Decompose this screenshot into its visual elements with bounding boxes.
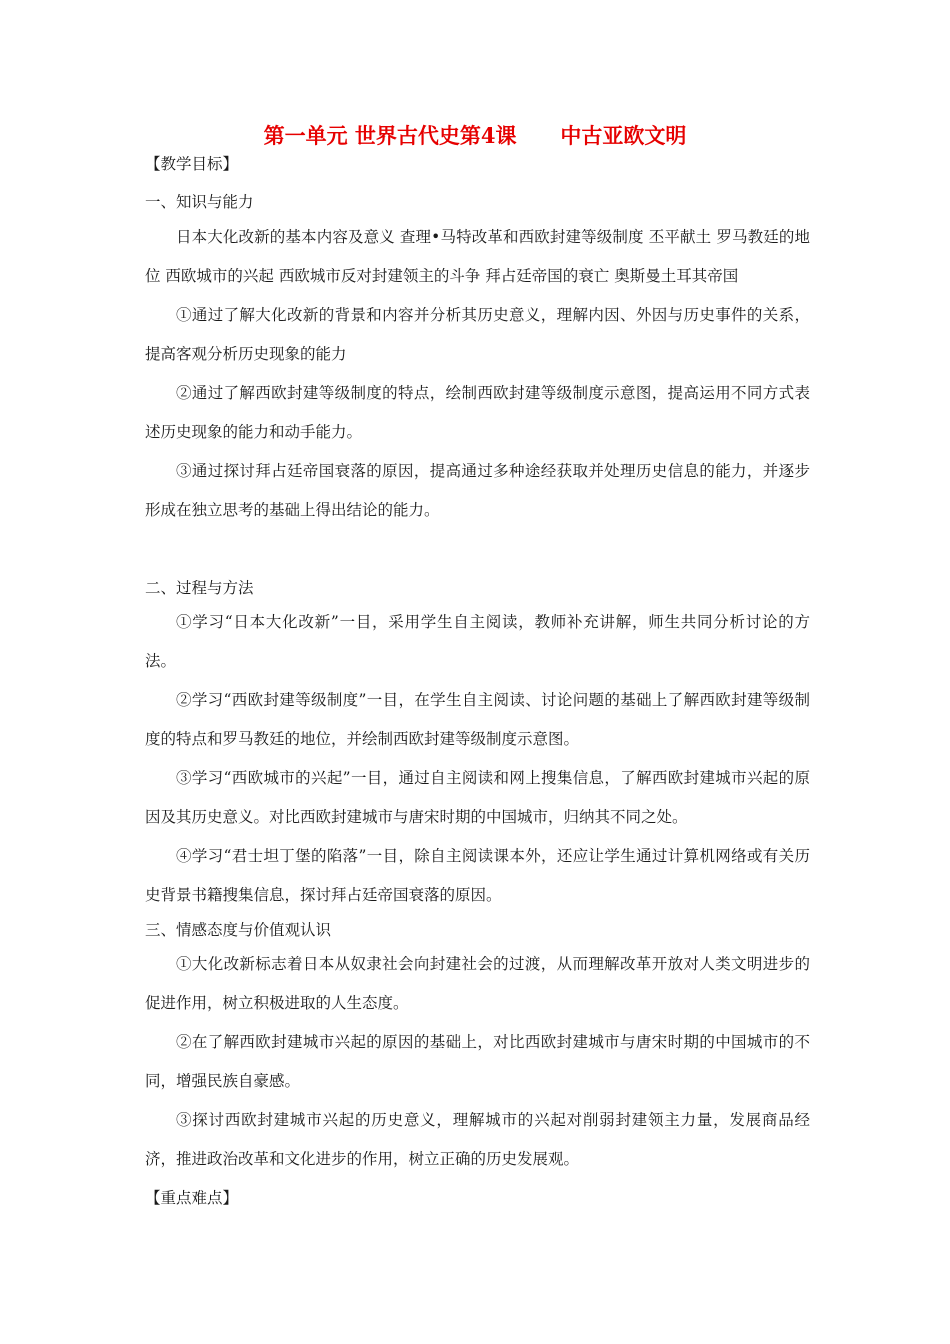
knowledge-item: ①通过了解大化改新的背景和内容并分析其历史意义，理解内因、外因与历史事件的关系，提高客观分析历史现象的能力 bbox=[145, 306, 810, 363]
key-points-header: 【重点难点】 bbox=[145, 1189, 239, 1207]
section-heading-attitude: 三、情感态度与价值观认识 bbox=[145, 921, 332, 939]
process-item: ①学习“日本大化改新”一目，采用学生自主阅读，教师补充讲解，师生共同分析讨论的方法。 bbox=[145, 613, 810, 670]
attitude-item: ①大化改新标志着日本从奴隶社会向封建社会的过渡，从而理解改革开放对人类文明进步的促进作用，树立积极进取的人生态度。 bbox=[145, 955, 810, 1012]
section-heading-knowledge: 一、知识与能力 bbox=[145, 193, 254, 211]
knowledge-item: ③通过探讨拜占廷帝国衰落的原因，提高通过多种途经获取并处理历史信息的能力，并逐步形成在独立思考的基础上得出结论的能力。 bbox=[145, 462, 810, 519]
attitude-item: ③探讨西欧封建城市兴起的历史意义，理解城市的兴起对削弱封建领主力量，发展商品经济，推进政治改革和文化进步的作用，树立正确的历史发展观。 bbox=[145, 1111, 810, 1168]
knowledge-item: ②通过了解西欧封建等级制度的特点，绘制西欧封建等级制度示意图，提高运用不同方式表述历史现象的能力和动手能力。 bbox=[145, 384, 810, 441]
attitude-item: ②在了解西欧封建城市兴起的原因的基础上，对比西欧封建城市与唐宋时期的中国城市的不同，增强民族自豪感。 bbox=[145, 1033, 810, 1090]
section-knowledge bbox=[145, 218, 810, 530]
knowledge-summary: 日本大化改新的基本内容及意义 查理•马特改革和西欧封建等级制度 丕平献土 罗马教廷的地位 西欧城市的兴起 西欧城市反对封建领主的斗争 拜占廷帝国的衰亡 奥斯曼土耳其帝国 bbox=[145, 228, 810, 285]
goals-header: 【教学目标】 bbox=[145, 155, 239, 173]
section-heading-process: 二、过程与方法 bbox=[145, 579, 254, 597]
process-item: ③学习“西欧城市的兴起”一目，通过自主阅读和网上搜集信息，了解西欧封建城市兴起的原因及其历史意义。对比西欧封建城市与唐宋时期的中国城市，归纳其不同之处。 bbox=[145, 769, 810, 826]
process-item: ②学习“西欧封建等级制度”一目，在学生自主阅读、讨论问题的基础上了解西欧封建等级制度的特点和罗马教廷的地位，并绘制西欧封建等级制度示意图。 bbox=[145, 691, 810, 748]
section-attitude bbox=[145, 945, 810, 1179]
section-process bbox=[145, 603, 810, 915]
page-title: 第一单元 世界古代史第4课 中古亚欧文明 bbox=[263, 123, 687, 148]
process-item: ④学习“君士坦丁堡的陷落”一目，除自主阅读课本外，还应让学生通过计算机网络或有关历史背景书籍搜集信息，探讨拜占廷帝国衰落的原因。 bbox=[145, 847, 810, 904]
